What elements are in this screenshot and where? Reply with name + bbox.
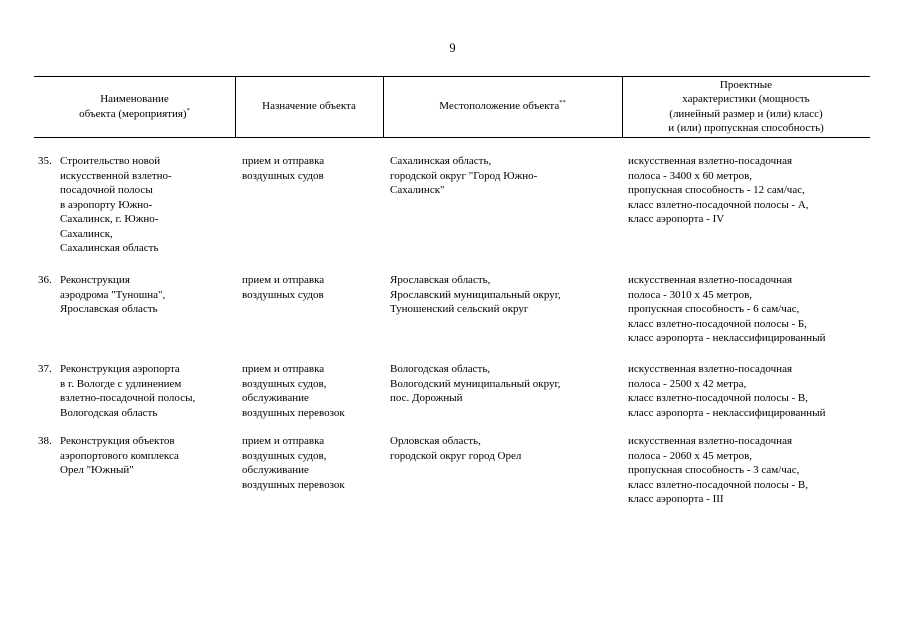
row-location: Сахалинская область, городской округ "Город Южно- Сахалинск" <box>390 155 538 196</box>
table-header-bottom-rule <box>34 137 870 138</box>
header-specs-line: и (или) пропускная способность) <box>668 122 824 134</box>
row-number: 36. <box>38 274 52 286</box>
row-number: 35. <box>38 155 52 167</box>
header-location-footnote-mark: ** <box>559 99 566 107</box>
row-location: Вологодская область, Вологодский муниципальный округ, пос. Дорожный <box>390 363 561 404</box>
header-location <box>383 76 622 137</box>
header-purpose <box>235 76 383 137</box>
header-name-line-2: объекта (мероприятия) <box>79 107 187 120</box>
header-name-footnote-mark: * <box>186 106 190 114</box>
row-name: Строительство новой искусственной взлетно- посадочной полосы в аэропорту Южно- Сахалинск, г. Южно- Сахалинск, Сахалинская область <box>60 155 172 254</box>
header-location-label: Местоположение объекта <box>439 100 560 113</box>
page-number: 9 <box>449 41 456 55</box>
header-purpose-label: Назначение объекта <box>262 100 356 113</box>
row-name: Реконструкция аэродрома "Туношна", Ярославская область <box>60 274 166 315</box>
header-specs-line: (линейный размер и (или) класс) <box>669 107 823 120</box>
row-purpose: прием и отправка воздушных судов <box>242 155 325 182</box>
row-specs: искусственная взлетно-посадочная полоса - 3400 х 60 метров, пропускная способность - 12 сам/час, класс взлетно-посадочной полосы - А, класс аэропорта - IV <box>628 155 809 225</box>
row-specs: искусственная взлетно-посадочная полоса - 3010 х 45 метров, пропускная способность - 6 сам/час, класс взлетно-посадочной полосы - Б, класс аэропорта - неклассифицированный <box>628 274 826 344</box>
header-name <box>34 76 235 137</box>
row-specs: искусственная взлетно-посадочная полоса - 2060 х 45 метров, пропускная способность - 3 сам/час, класс взлетно-посадочной полосы - В, класс аэропорта - III <box>628 435 808 505</box>
row-name: Реконструкция аэропорта в г. Вологде с удлинением взлетно-посадочной полосы, Вологодская область <box>60 363 196 419</box>
row-location: Ярославская область, Ярославский муниципальный округ, Туношенский сельский округ <box>390 274 561 315</box>
row-location: Орловская область, городской округ город Орел <box>390 435 522 462</box>
row-purpose: прием и отправка воздушных судов, обслуживание воздушных перевозок <box>242 363 345 419</box>
row-specs: искусственная взлетно-посадочная полоса - 2500 х 42 метра, класс взлетно-посадочной полосы - В, класс аэропорта - неклассифицированный <box>628 363 826 419</box>
row-purpose: прием и отправка воздушных судов, обслуживание воздушных перевозок <box>242 435 345 491</box>
row-purpose: прием и отправка воздушных судов <box>242 274 325 301</box>
header-specs-line: Проектные <box>719 78 773 91</box>
row-number: 37. <box>38 363 52 375</box>
row-name: Реконструкция объектов аэропортового комплекса Орел "Южный" <box>60 435 179 476</box>
header-specs <box>622 76 870 137</box>
row-number: 38. <box>38 435 52 447</box>
header-name-line-1: Наименование <box>100 93 169 105</box>
header-specs-line: характеристики (мощность <box>682 93 810 105</box>
